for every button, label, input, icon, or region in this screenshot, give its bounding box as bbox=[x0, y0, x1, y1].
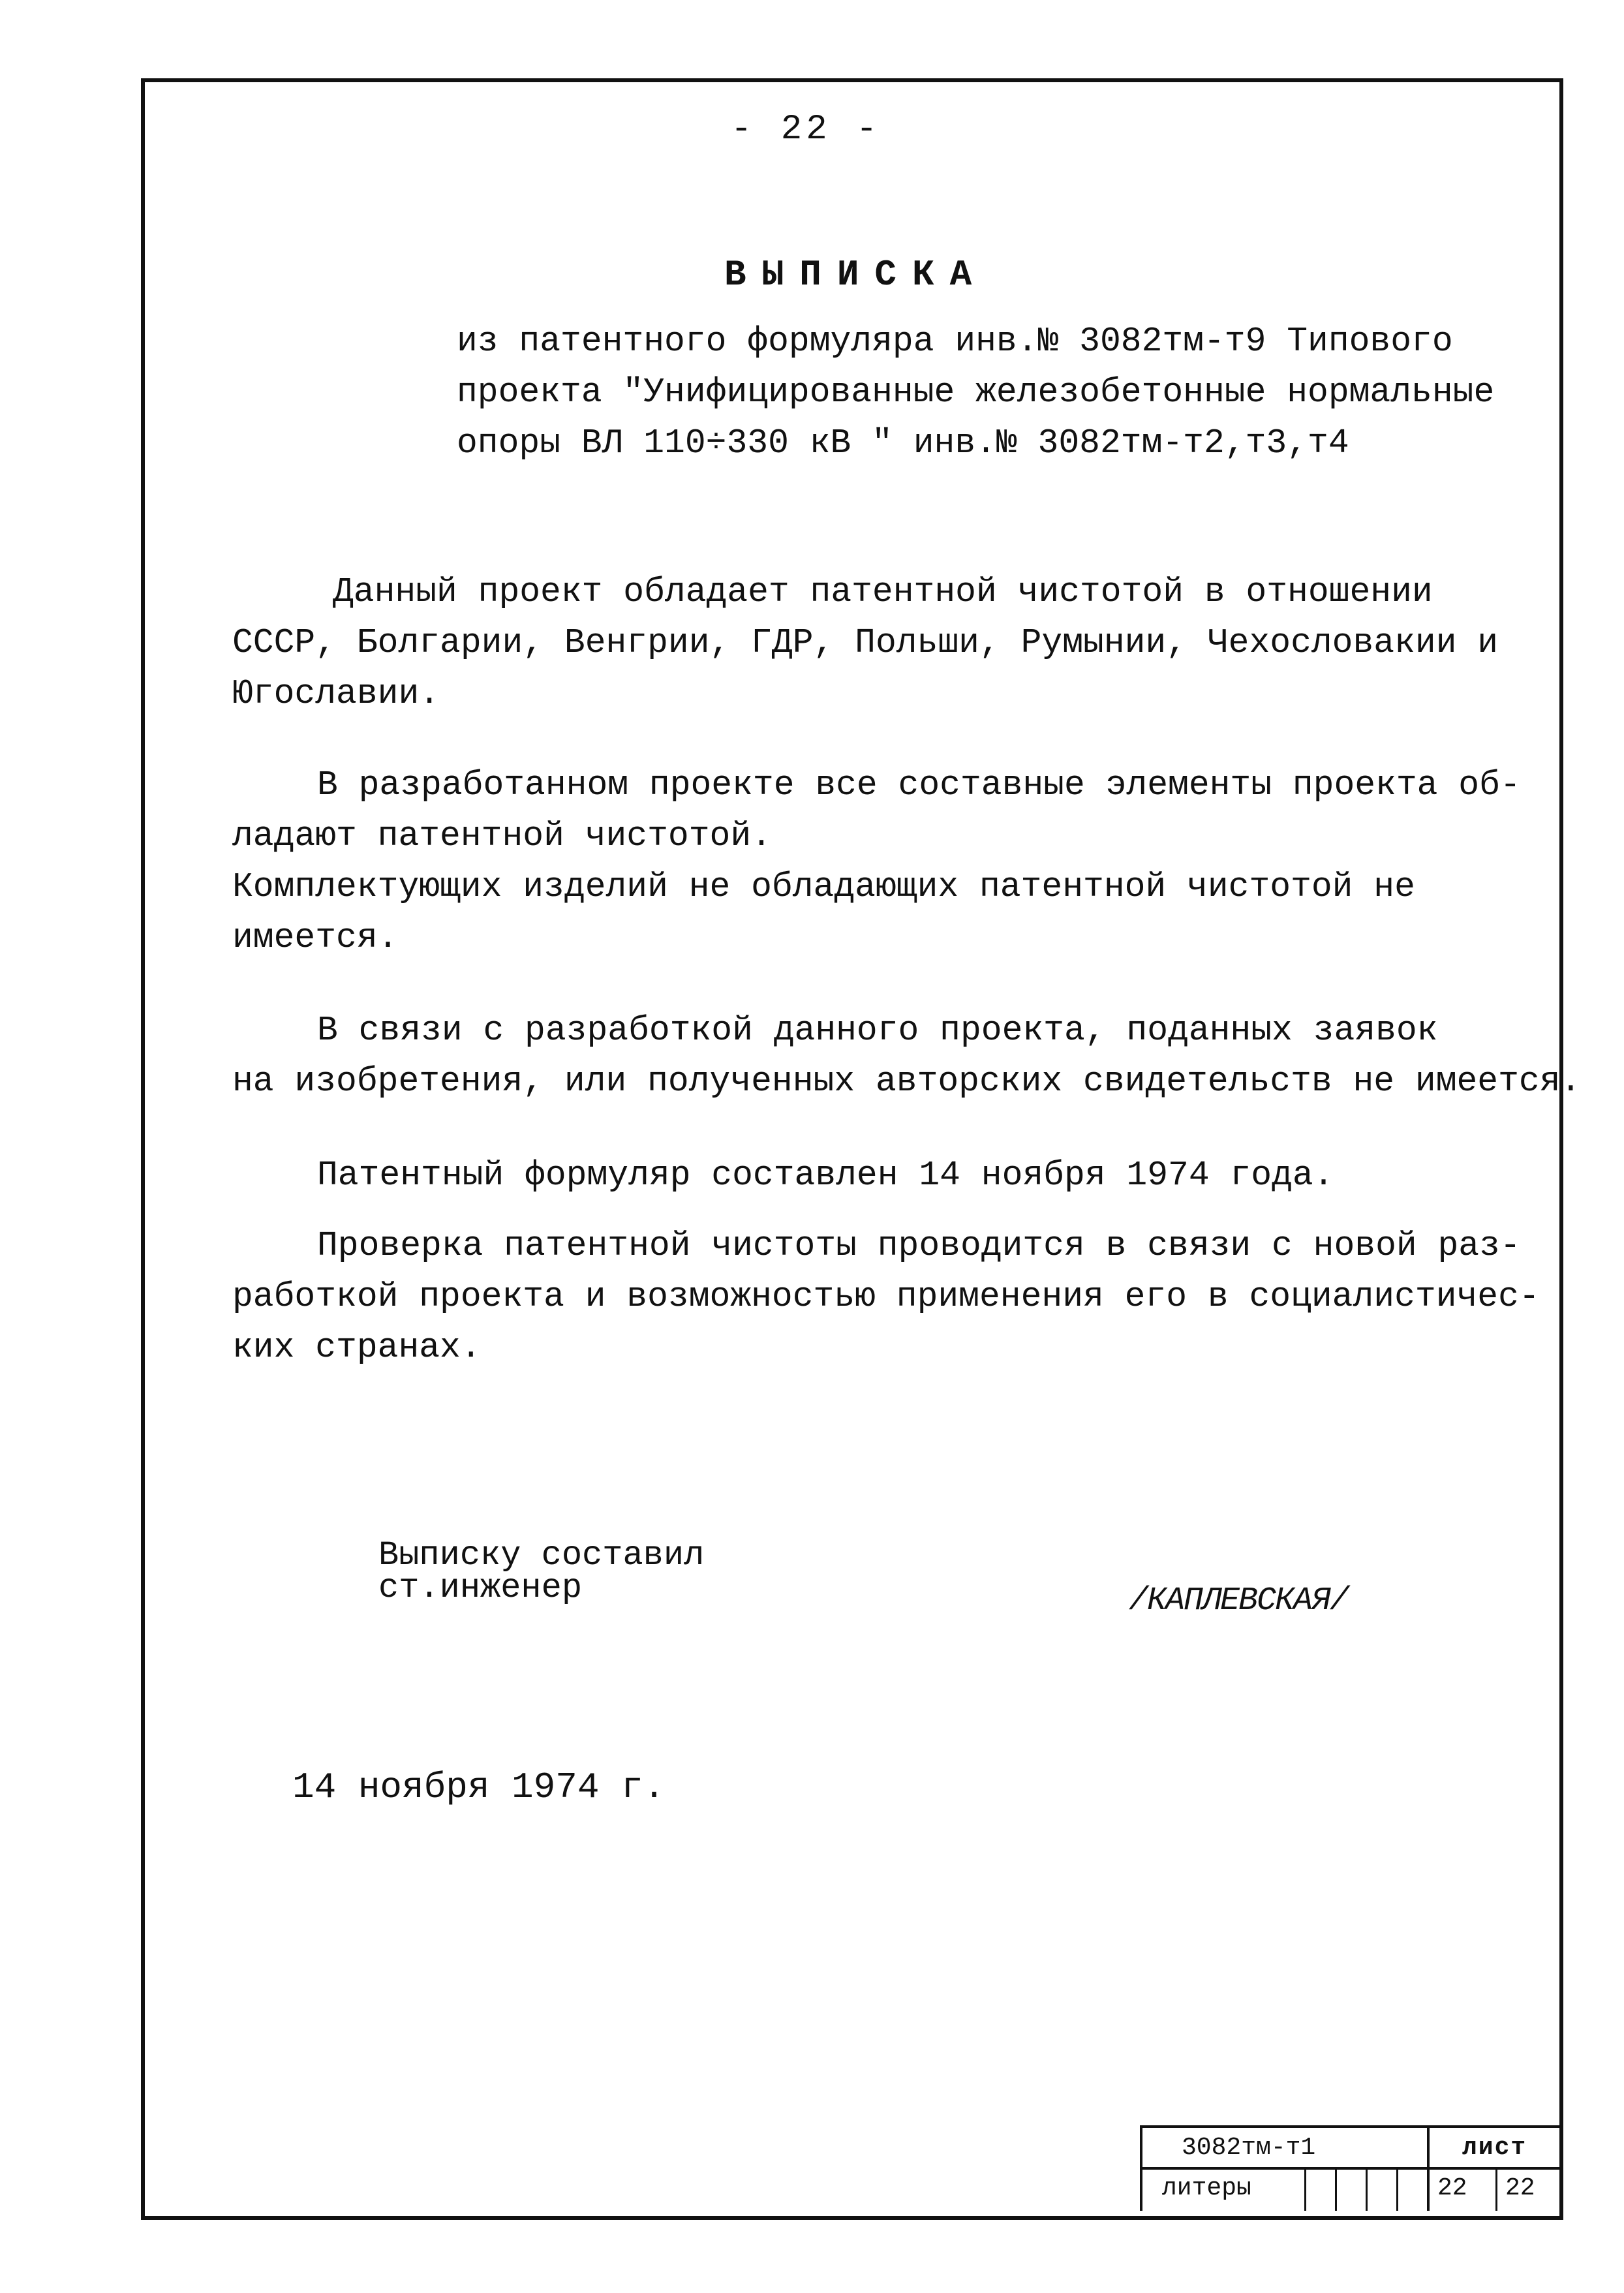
stamp-document-code: 3082тм-т1 bbox=[1182, 2134, 1316, 2162]
stamp-cell-divider bbox=[1335, 2167, 1337, 2211]
paragraph-2-line-4: имеется. bbox=[232, 918, 399, 957]
subtitle-line-1: из патентного формуляра инв.№ 3082тм-т9 Типового bbox=[457, 322, 1453, 361]
document-title: ВЫПИСКА bbox=[724, 254, 988, 296]
document-date: 14 ноября 1974 г. bbox=[292, 1766, 666, 1808]
stamp-divider bbox=[1142, 2167, 1562, 2170]
paragraph-5-line-1: Проверка патентной чистоты проводится в связи с новой раз- bbox=[317, 1226, 1521, 1265]
paragraph-3-line-1: В связи с разработкой данного проекта, поданных заявок bbox=[317, 1011, 1438, 1050]
stamp-divider bbox=[1427, 2128, 1430, 2211]
paragraph-3-line-2: на изобретения, или полученных авторских свидетельств не имеется. bbox=[232, 1062, 1582, 1101]
paragraph-5-line-2: работкой проекта и возможностью применения его в социалистичес- bbox=[232, 1277, 1540, 1316]
paragraph-1-line-2: СССР, Болгарии, Венгрии, ГДР, Польши, Румынии, Чехословакии и bbox=[232, 623, 1499, 662]
title-block-stamp bbox=[1140, 2125, 1562, 2211]
stamp-cell-divider bbox=[1366, 2167, 1368, 2211]
page-number: - 22 - bbox=[731, 110, 881, 149]
signature-label-line-2: ст.инженер bbox=[378, 1569, 583, 1607]
paragraph-2-line-1: В разработанном проекте все составные элементы проекта об- bbox=[317, 765, 1521, 805]
stamp-cell-divider bbox=[1396, 2167, 1398, 2211]
stamp-cell-divider bbox=[1304, 2167, 1306, 2211]
paragraph-2-line-3: Комплектующих изделий не обладающих патентной чистотой не bbox=[232, 867, 1415, 906]
stamp-sheet-label: лист bbox=[1462, 2134, 1527, 2162]
signature-label-line-1: Выписку составил bbox=[378, 1536, 705, 1575]
stamp-litera-label: литеры bbox=[1162, 2174, 1251, 2202]
paragraph-2-line-2: ладают патентной чистотой. bbox=[232, 816, 772, 855]
stamp-sheet-total: 22 bbox=[1505, 2174, 1535, 2202]
signature-name: /КАПЛЕВСКАЯ/ bbox=[1129, 1582, 1349, 1620]
paragraph-1-line-1: Данный проект обладает патентной чистотой в отношении bbox=[333, 572, 1433, 611]
stamp-sheet-divider bbox=[1495, 2167, 1497, 2211]
stamp-sheet-number: 22 bbox=[1437, 2174, 1467, 2202]
paragraph-1-line-3: Югославии. bbox=[232, 674, 440, 713]
paragraph-4-line-1: Патентный формуляр составлен 14 ноября 1974 года. bbox=[317, 1156, 1334, 1195]
subtitle-line-2: проекта "Унифицированные железобетонные нормальные bbox=[457, 373, 1495, 412]
subtitle-line-3: опоры ВЛ 110÷330 кВ " инв.№ 3082тм-т2,т3,т4 bbox=[457, 423, 1349, 463]
paragraph-5-line-3: ких странах. bbox=[232, 1328, 482, 1367]
